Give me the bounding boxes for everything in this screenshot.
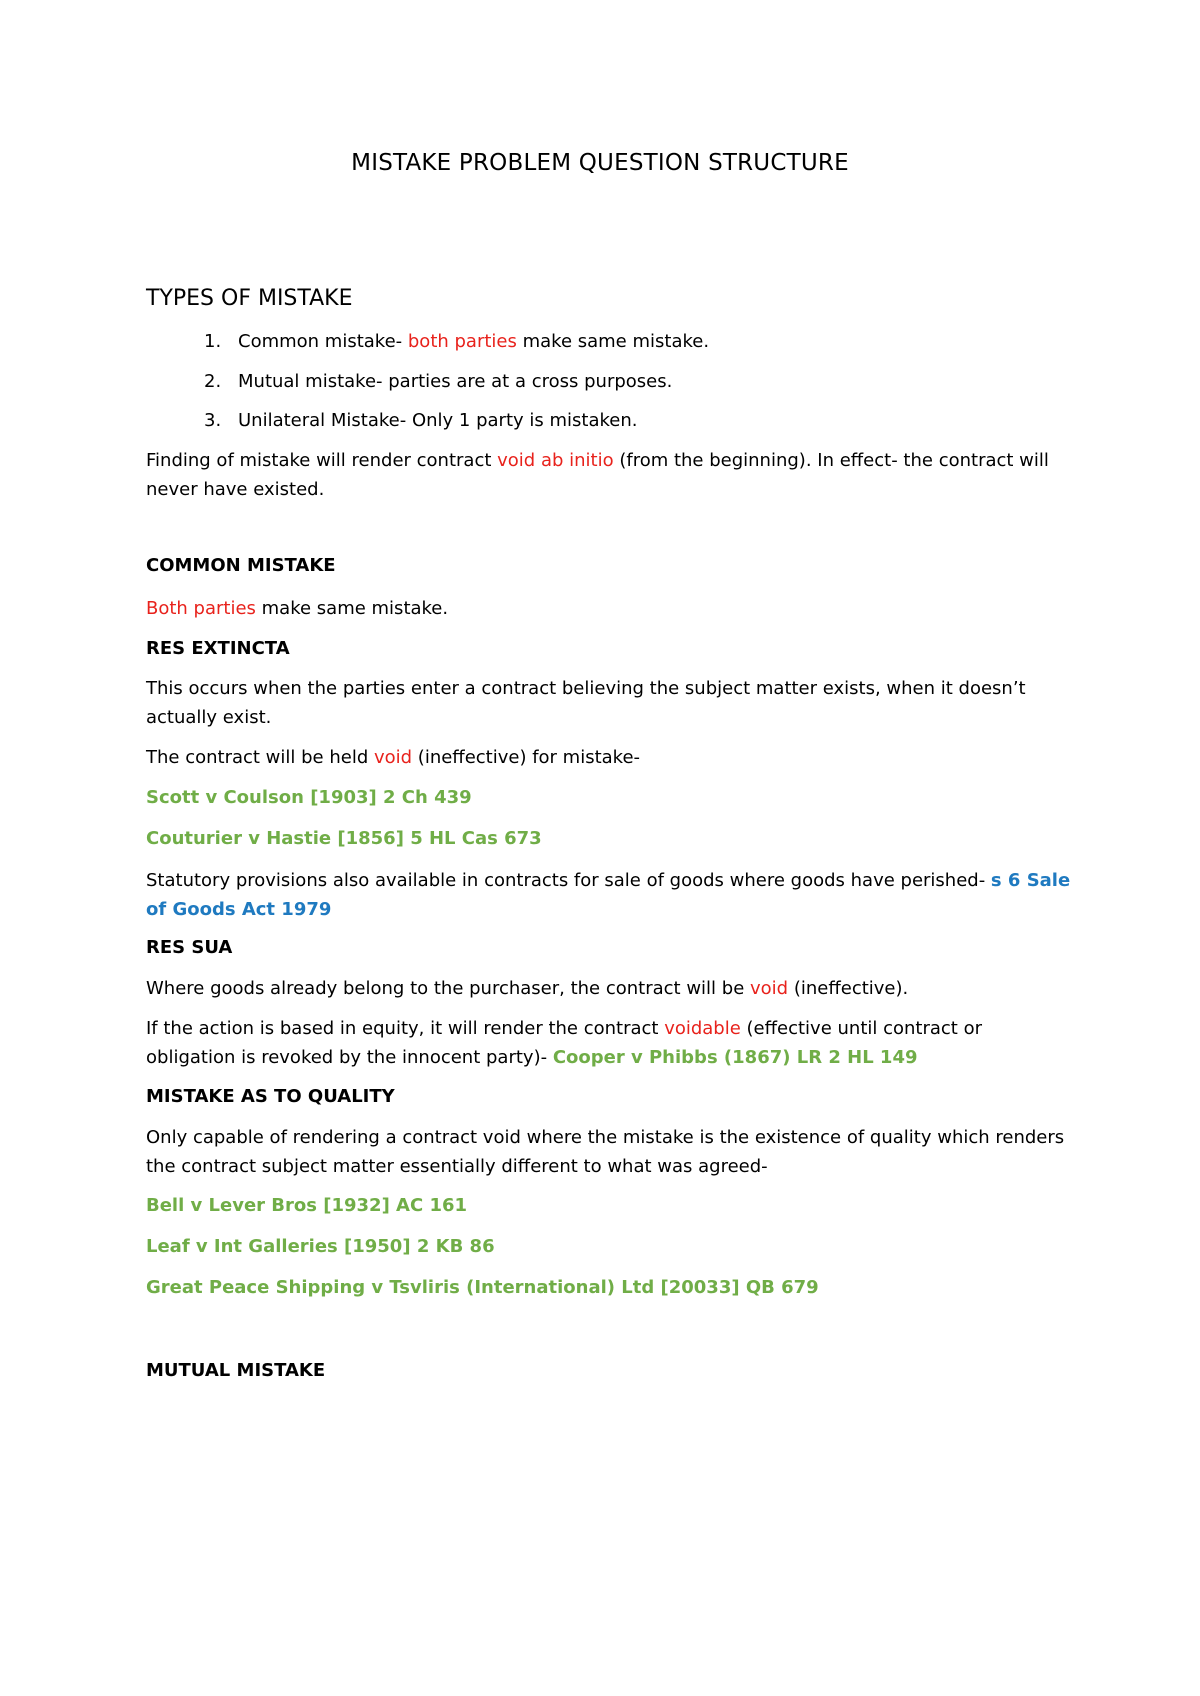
finding-paragraph: Finding of mistake will render contract void ab initio (from the beginning). In effect- the contract will never have existed.: [146, 450, 1049, 500]
list-item: 3. Unilateral Mistake- Only 1 party is mistaken.: [204, 406, 637, 435]
void-paragraph: The contract will be held void (ineffective) for mistake-: [146, 747, 641, 768]
quality-paragraph: Only capable of rendering a contract void where the mistake is the existence of quality which renders the contract subject matter essentially different to what was agreed-: [146, 1127, 1065, 1177]
case-citation: Cooper v Phibbs (1867) LR 2 HL 149: [552, 1047, 918, 1068]
list-number: 1.: [204, 331, 222, 352]
res-extincta-paragraph: This occurs when the parties enter a contract believing the subject matter exists, when it doesn’t actually exist.: [146, 678, 1026, 728]
res-sua-paragraph: Where goods already belong to the purchaser, the contract will be void (ineffective).: [146, 978, 909, 999]
res-sua-heading: RES SUA: [146, 937, 233, 958]
common-mistake-heading: COMMON MISTAKE: [146, 555, 336, 576]
equity-paragraph: If the action is based in equity, it will render the contract voidable (effective until contract or obligation is revoked by the innocent party)- Cooper v Phibbs (1867) LR 2 HL 149: [146, 1018, 983, 1068]
highlight-text: void: [373, 747, 413, 768]
quality-heading: MISTAKE AS TO QUALITY: [146, 1086, 395, 1107]
types-heading: TYPES OF MISTAKE: [146, 286, 353, 311]
common-mistake-paragraph: Both parties make same mistake.: [146, 598, 449, 619]
statute-paragraph: Statutory provisions also available in contracts for sale of goods where goods have perished- s 6 Sale of Goods Act 1979: [146, 870, 1071, 920]
res-extincta-heading: RES EXTINCTA: [146, 638, 290, 659]
highlight-text: voidable: [664, 1018, 741, 1039]
case-citation: Couturier v Hastie [1856] 5 HL Cas 673: [146, 828, 542, 849]
case-citation: Leaf v Int Galleries [1950] 2 KB 86: [146, 1236, 495, 1257]
highlight-text: void: [750, 978, 789, 999]
case-citation: Scott v Coulson [1903] 2 Ch 439: [146, 787, 472, 808]
list-item: 2. Mutual mistake- parties are at a cross purposes.: [204, 367, 672, 396]
list-item: 1. Common mistake- both parties make same mistake.: [204, 327, 709, 356]
case-citation: Bell v Lever Bros [1932] AC 161: [146, 1195, 468, 1216]
page-title: MISTAKE PROBLEM QUESTION STRUCTURE: [351, 150, 849, 176]
highlight-text: both parties: [407, 331, 517, 352]
statute-reference: s 6 Sale of Goods Act 1979: [146, 870, 1071, 920]
highlight-text: Both parties: [146, 598, 256, 619]
list-number: 2.: [204, 371, 222, 392]
highlight-text: void ab initio: [497, 450, 614, 471]
case-citation: Great Peace Shipping v Tsvliris (International) Ltd [20033] QB 679: [146, 1277, 819, 1298]
list-number: 3.: [204, 410, 222, 431]
mutual-mistake-heading: MUTUAL MISTAKE: [146, 1360, 326, 1381]
